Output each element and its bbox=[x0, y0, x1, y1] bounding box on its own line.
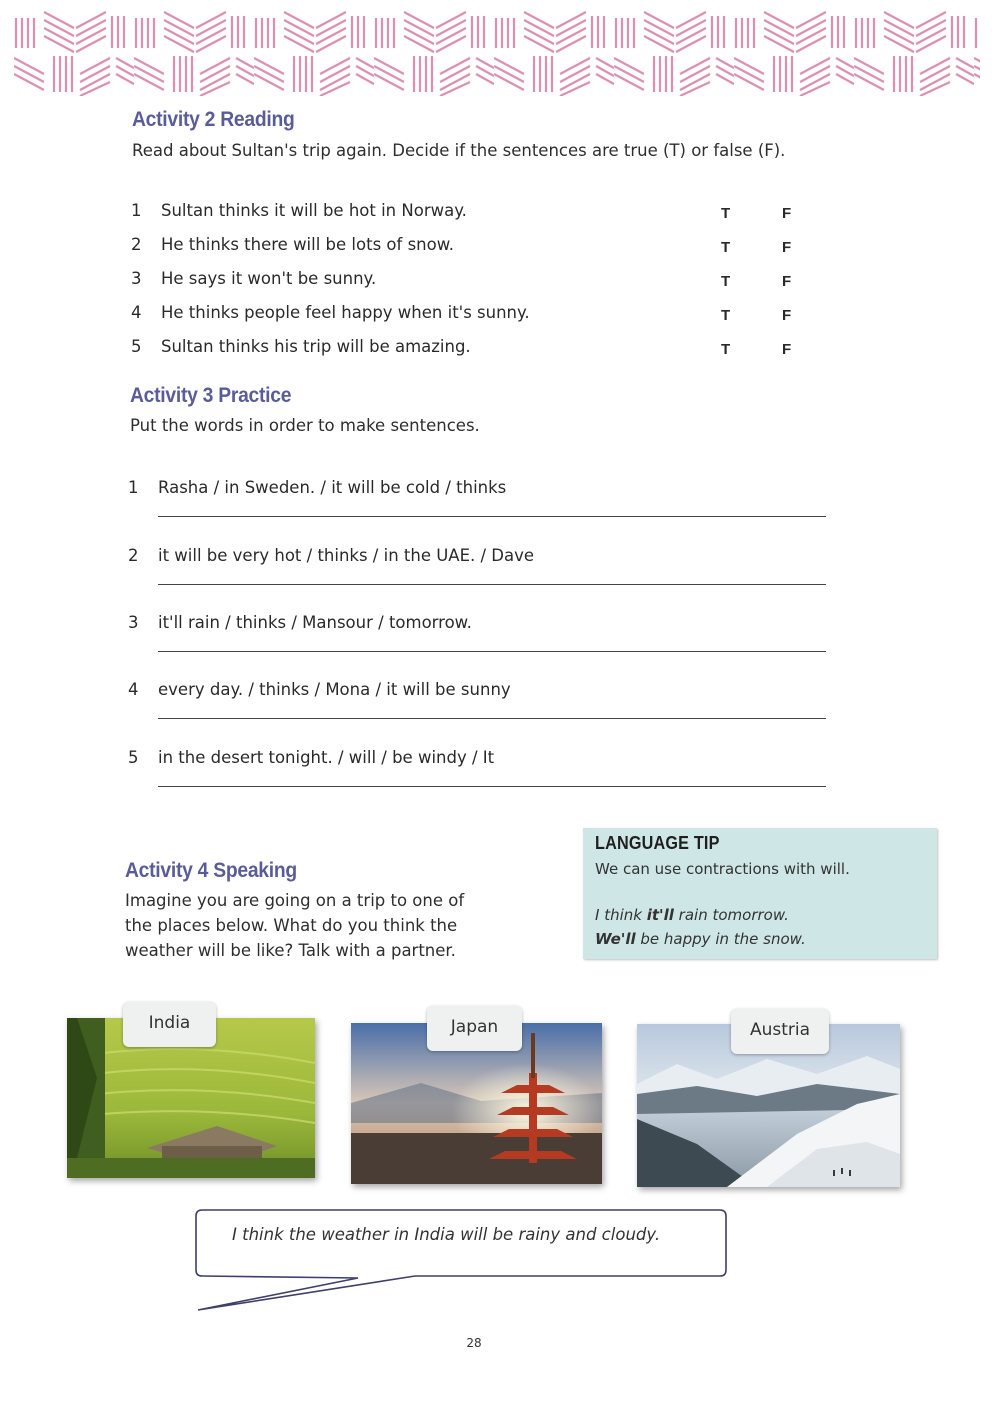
example-text: I think bbox=[595, 906, 647, 924]
page-number: 28 bbox=[466, 1336, 482, 1350]
word-prompt: it'll rain / thinks / Mansour / tomorrow. bbox=[158, 613, 472, 632]
activity-4-heading: Activity 4 Speaking bbox=[125, 859, 297, 882]
list-item bbox=[128, 478, 828, 546]
true-option[interactable]: T bbox=[721, 239, 731, 256]
item-number: 3 bbox=[128, 613, 139, 632]
list-item bbox=[131, 233, 811, 267]
activity-4-instruction bbox=[125, 888, 515, 963]
answer-input[interactable] bbox=[158, 584, 826, 585]
statement-text: Sultan thinks his trip will be amazing. bbox=[161, 337, 471, 356]
list-item bbox=[131, 335, 811, 369]
decorative-banner bbox=[14, 8, 980, 96]
item-number: 4 bbox=[131, 303, 142, 322]
list-item bbox=[128, 546, 828, 614]
statement-text: Sultan thinks it will be hot in Norway. bbox=[161, 201, 467, 220]
item-number: 4 bbox=[128, 680, 139, 699]
true-option[interactable]: T bbox=[721, 273, 731, 290]
activity-3-heading: Activity 3 Practice bbox=[130, 384, 292, 407]
activity-2-heading: Activity 2 Reading bbox=[132, 108, 295, 131]
instruction-line: weather will be like? Talk with a partner. bbox=[125, 941, 456, 960]
item-number: 5 bbox=[131, 337, 142, 356]
activity-2-instruction: Read about Sultan's trip again. Decide if the sentences are true (T) or false (F). bbox=[132, 141, 786, 160]
false-option[interactable]: F bbox=[782, 205, 792, 222]
list-item bbox=[128, 748, 828, 816]
word-prompt: every day. / thinks / Mona / it will be sunny bbox=[158, 680, 511, 699]
list-item bbox=[131, 301, 811, 335]
answer-input[interactable] bbox=[158, 718, 826, 719]
place-label-india: India bbox=[123, 1002, 216, 1047]
item-number: 1 bbox=[128, 478, 139, 497]
instruction-line: Imagine you are going on a trip to one of bbox=[125, 891, 465, 910]
place-label-japan: Japan bbox=[427, 1006, 522, 1051]
example-text: rain tomorrow. bbox=[673, 906, 789, 924]
word-prompt: it will be very hot / thinks / in the UAE. / Dave bbox=[158, 546, 535, 565]
false-option[interactable]: F bbox=[782, 239, 792, 256]
speech-bubble-text: I think the weather in India will be rainy and cloudy. bbox=[232, 1225, 661, 1244]
language-tip-example-2 bbox=[595, 930, 806, 948]
true-option[interactable]: T bbox=[721, 307, 731, 324]
false-option[interactable]: F bbox=[782, 341, 792, 358]
language-tip-example-1 bbox=[595, 906, 789, 924]
false-option[interactable]: F bbox=[782, 273, 792, 290]
speech-bubble bbox=[190, 1206, 730, 1316]
item-number: 2 bbox=[128, 546, 139, 565]
instruction-line: the places below. What do you think the bbox=[125, 916, 458, 935]
list-item bbox=[131, 267, 811, 301]
word-prompt: in the desert tonight. / will / be windy / It bbox=[158, 748, 495, 767]
false-option[interactable]: F bbox=[782, 307, 792, 324]
item-number: 2 bbox=[131, 235, 142, 254]
language-tip-body: We can use contractions with will. bbox=[595, 860, 850, 878]
word-prompt: Rasha / in Sweden. / it will be cold / thinks bbox=[158, 478, 507, 497]
language-tip-title: LANGUAGE TIP bbox=[595, 833, 720, 853]
statement-text: He thinks there will be lots of snow. bbox=[161, 235, 454, 254]
answer-input[interactable] bbox=[158, 516, 826, 517]
item-number: 5 bbox=[128, 748, 139, 767]
contraction: We'll bbox=[595, 930, 636, 948]
statement-text: He thinks people feel happy when it's sunny. bbox=[161, 303, 530, 322]
list-item bbox=[128, 680, 828, 748]
true-option[interactable]: T bbox=[721, 205, 731, 222]
activity-3-instruction: Put the words in order to make sentences. bbox=[130, 416, 480, 435]
answer-input[interactable] bbox=[158, 786, 826, 787]
true-option[interactable]: T bbox=[721, 341, 731, 358]
place-label-austria: Austria bbox=[731, 1009, 829, 1054]
statement-text: He says it won't be sunny. bbox=[161, 269, 377, 288]
answer-input[interactable] bbox=[158, 651, 826, 652]
true-false-list bbox=[131, 199, 811, 369]
list-item bbox=[128, 613, 828, 681]
item-number: 1 bbox=[131, 201, 142, 220]
item-number: 3 bbox=[131, 269, 142, 288]
contraction: it'll bbox=[646, 906, 674, 924]
language-tip-box bbox=[583, 828, 937, 959]
list-item bbox=[131, 199, 811, 233]
example-text: be happy in the snow. bbox=[635, 930, 806, 948]
